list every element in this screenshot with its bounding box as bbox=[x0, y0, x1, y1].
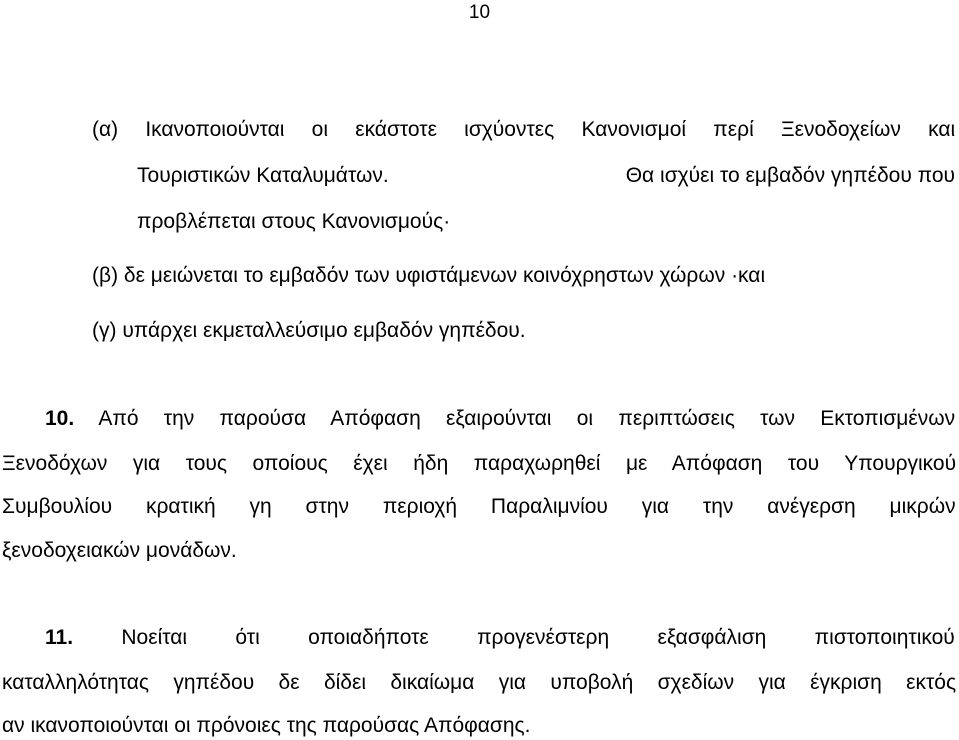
item-a-text-2-left: Τουριστικών Καταλυμάτων. bbox=[137, 164, 389, 187]
para-10-text-3: Συμβουλίου κρατική γη στην περιοχή Παραλιμνίου για την ανέγερση μικρών bbox=[2, 495, 956, 518]
para-11-number: 11. bbox=[45, 626, 74, 649]
item-c-text: (γ) υπάρχει εκμεταλλεύσιμο εμβαδόν γηπέδου. bbox=[92, 319, 526, 342]
item-a-line-2 bbox=[137, 163, 955, 189]
para-10-line-2 bbox=[2, 451, 956, 477]
para-11-text-2: καταλληλότητας γηπέδου δε δίδει δικαίωμα για υποβολή σχεδίων για έγκριση εκτός bbox=[2, 671, 956, 694]
page-number: 10 bbox=[468, 2, 491, 23]
item-a-text-1: (α) Ικανοποιούνται οι εκάστοτε ισχύοντες Κανονισμοί περί Ξενοδοχείων και bbox=[92, 118, 955, 141]
para-11-line-3 bbox=[2, 713, 531, 739]
para-11-line-1 bbox=[45, 625, 955, 651]
para-10-number: 10. bbox=[45, 407, 75, 430]
para-10-line-4 bbox=[2, 538, 237, 564]
item-a-text-2-right: Θα ισχύει το εμβαδόν γηπέδου που bbox=[625, 164, 955, 187]
para-10-text-4: ξενοδοχειακών μονάδων. bbox=[2, 539, 237, 562]
item-b-text: (β) δε μειώνεται το εμβαδόν των υφιστάμενων κοινόχρηστων χώρων ·και bbox=[92, 264, 766, 287]
para-11-text-3: αν ικανοποιούνται οι πρόνοιες της παρούσας Απόφασης. bbox=[2, 714, 531, 737]
para-10-text-1: Από την παρούσα Απόφαση εξαιρούνται οι περιπτώσεις των Εκτοπισμένων bbox=[98, 407, 955, 430]
para-10-text-2: Ξενοδόχων για τους οποίους έχει ήδη παραχωρηθεί με Απόφαση του Υπουργικού bbox=[2, 452, 956, 475]
item-a-line-3 bbox=[137, 209, 450, 235]
para-11-text-1: Νοείται ότι οποιαδήποτε προγενέστερη εξασφάλιση πιστοποιητικού bbox=[121, 626, 955, 649]
para-10-line-3 bbox=[2, 494, 956, 520]
para-11-line-2 bbox=[2, 670, 956, 696]
para-10-line-1 bbox=[45, 406, 955, 432]
item-c-line bbox=[92, 318, 526, 344]
item-a-text-3: προβλέπεται στους Κανονισμούς· bbox=[137, 210, 451, 233]
item-a-line-1 bbox=[92, 117, 955, 143]
item-b-line bbox=[92, 263, 765, 289]
